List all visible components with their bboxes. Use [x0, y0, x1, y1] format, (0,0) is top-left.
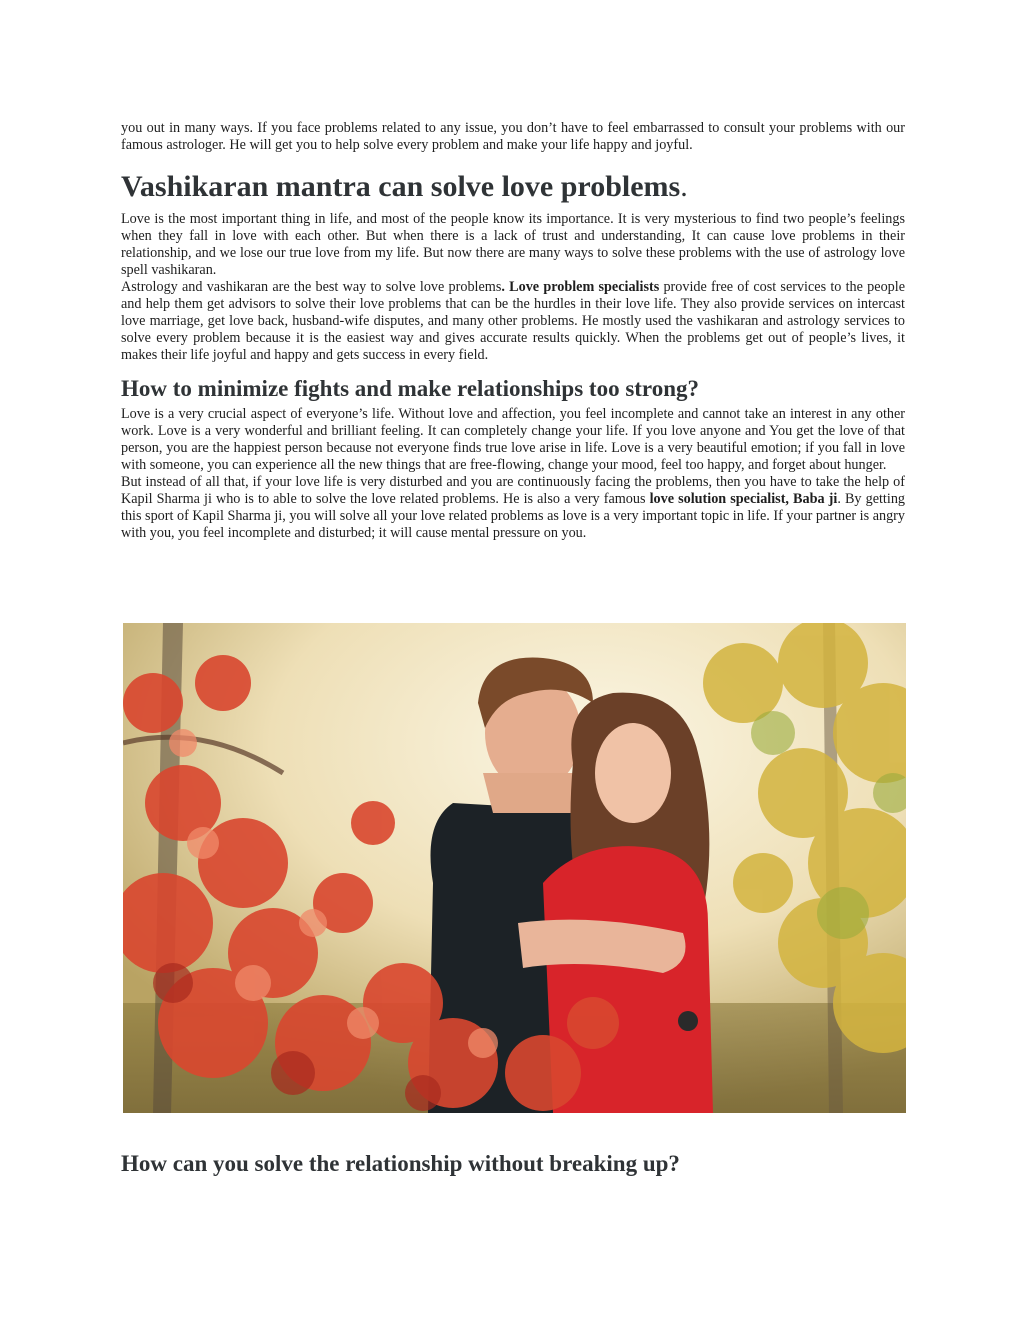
bold-text-love-solution-specialist: love solution specialist, Baba ji	[649, 491, 838, 507]
para-text: But instead of all that, if your love life is very disturbed and you are continuously facing the problems, then you have to take the help of Kapil Sharma ji who is to able to solve the love related problems. He is also a very famous	[121, 474, 905, 507]
para-text: provide free of cost services to the people and help them get advisors to solve their love problems that can be the hurdles in their love life. They also provide services on intercast love marriage, get love back, husband-wife disputes, and many other problems. He mostly used the vashikaran and astrology services to solve every problem because it is the easiest way and gives accurate results quickly. When the problems get out of people’s lives, it makes their life joyful and happy and gets success in every field.	[121, 279, 905, 363]
couple-photo-icon	[123, 623, 906, 1113]
para-text: . By getting this sport of Kapil Sharma ji, you will solve all your love related problems as love is a very important topic in life. If your partner is angry with you, you feel incomplete and disturbed; it will cause mental pressure on you.	[121, 491, 906, 541]
section-heading-solve-relationship: How can you solve the relationship without breaking up?	[121, 1151, 680, 1176]
vashikaran-paragraph-2	[121, 279, 905, 364]
minimize-fights-paragraph-2	[121, 474, 905, 542]
heading-text: Vashikaran mantra can solve love problems	[121, 170, 681, 203]
minimize-fights-paragraph-1: Love is a very crucial aspect of everyone’s life. Without love and affection, you feel incomplete and cannot take an interest in any other work. Love is a very wonderful and brilliant feeling. It can completely change your life. If you love anyone and You get the love of that person, you are the happiest person because not everyone finds true love arise in life. Love is a very beautiful emotion; if you fall in love with someone, you can experience all the new things that are free-flowing, change your mood, feel too happy, and forget about hunger.	[121, 406, 905, 473]
document-page	[121, 120, 905, 542]
vashikaran-paragraph-1: Love is the most important thing in life, and most of the people know its importance. It is very mysterious to find two people’s feelings when they fall in love with each other. But when there is a lack of trust and understanding, It can cause love problems in their relationship, and we lose our true love from my life. But now there are many ways to solve these problems with the use of astrology love spell vashikaran.	[121, 211, 905, 278]
section-heading-minimize-fights: How to minimize fights and make relationships too strong?	[121, 376, 700, 401]
couple-photo	[123, 623, 906, 1113]
section-heading-vashikaran	[121, 169, 905, 205]
para-text: Astrology and vashikaran are the best way to solve love problems	[121, 279, 502, 295]
heading-period: .	[680, 170, 688, 203]
bold-text-love-problem-specialists: . Love problem specialists	[501, 279, 660, 295]
intro-paragraph: you out in many ways. If you face problems related to any issue, you don’t have to feel embarrassed to consult your problems with our famous astrologer. He will get you to help solve every problem and make your life happy and joyful.	[121, 120, 905, 153]
